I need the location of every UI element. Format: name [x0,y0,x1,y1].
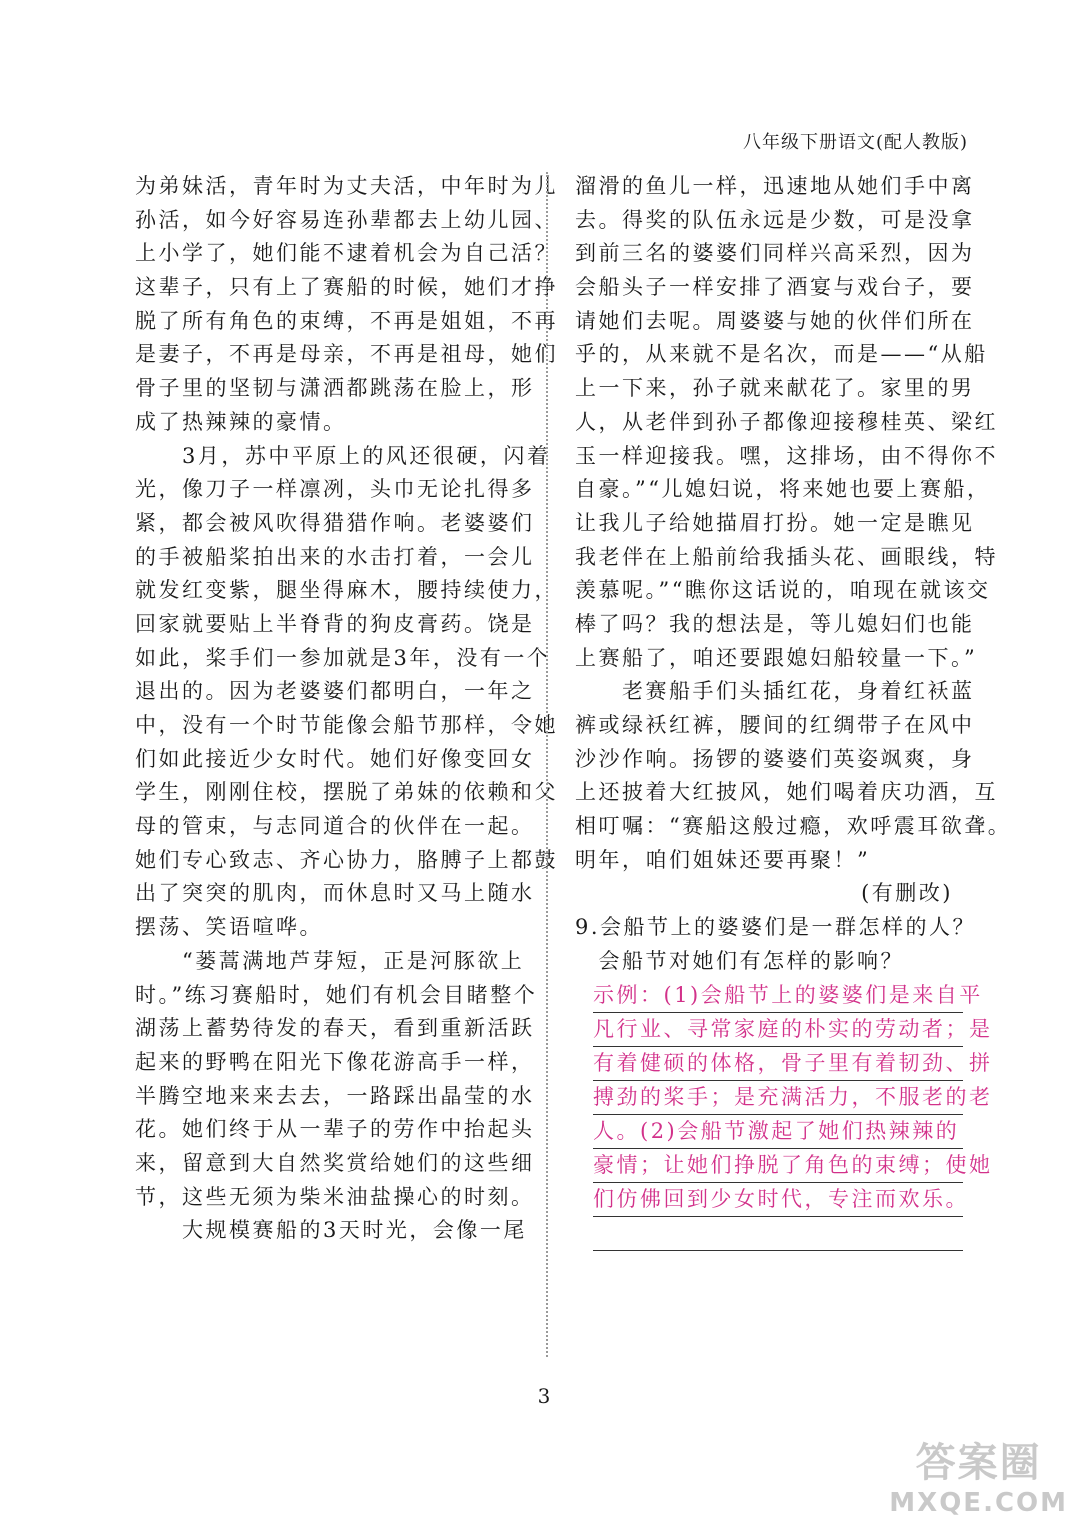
text-line: 出了突突的肌肉，而休息时又马上随水 [135,881,535,906]
text-line: 时。”练习赛船时，她们有机会目睹整个 [135,982,538,1007]
text-line: “蒌蒿满地芦芽短，正是河豚欲上 [135,948,525,973]
text-line: 湖荡上蓄势待发的春天，看到重新活跃 [135,1016,535,1041]
text-line: 沙沙作响。扬锣的婆婆们英姿飒爽，身 [575,746,975,771]
text-line: 她们专心致志、齐心协力，胳膊子上都鼓 [135,847,558,872]
answer-line: 有着健硕的体格，骨子里有着韧劲、拼 [593,1047,963,1081]
answer-line: 人。(2)会船节激起了她们热辣辣的 [593,1115,963,1149]
answer-line: 搏劲的桨手；是充满活力，不服老的老 [593,1081,963,1115]
text-line: 自豪。”“儿媳妇说，将来她也要上赛船， [575,477,991,502]
question-line: 9.会船节上的婆婆们是一群怎样的人？ [575,915,977,940]
text-line: 人，从老伴到孙子都像迎接穆桂英、梁红 [575,409,998,434]
text-line: 起来的野鸭在阳光下像花游高手一样， [135,1049,535,1074]
answer-blank-line [593,1217,963,1251]
text-line: 3月，苏中平原上的风还很硬，闪着 [135,443,551,468]
text-line: 摆荡、笑语喧哗。 [135,915,323,940]
text-line: 溜滑的鱼儿一样，迅速地从她们手中离 [575,174,975,198]
text-line: 这辈子，只有上了赛船的时候，她们才挣 [135,275,558,300]
text-line: 中，没有一个时节能像会船节那样，令她 [135,713,558,737]
text-line: 学生，刚刚住校，摆脱了弟妹的依赖和父 [135,780,558,805]
right-column [575,170,1012,1251]
answer-line: 凡行业、寻常家庭的朴实的劳动者；是 [593,1013,963,1047]
text-line: 如此，桨手们一参加就是3年，没有一个 [135,645,551,670]
text-line: 紧，都会被风吹得猎猎作响。老婆婆们 [135,510,535,535]
text-line: 羡慕呢。”“瞧你这话说的，咱现在就该交 [575,578,991,603]
text-line: 就发红变紫，腿坐得麻木，腰持续使力， [135,578,558,603]
watermark-logo [889,1431,1068,1518]
text-line: 是妻子，不再是母亲，不再是祖母，她们 [135,342,558,367]
question-9 [575,911,977,978]
answer-line: 示例：(1)会船节上的婆婆们是来自平 [593,979,963,1013]
answer-area [575,979,993,1217]
text-line: 相叮嘱：“赛船这般过瘾，欢呼震耳欲聋。 [575,814,1012,839]
text-line: 为弟妹活，青年时为丈夫活，中年时为儿 [135,174,558,198]
text-line: 大规模赛船的3天时光，会像一尾 [135,1218,527,1243]
text-line: 来，留意到大自然奖赏给她们的这些细 [135,1150,535,1175]
page-header: 八年级下册语文(配人教版) [742,132,968,153]
source-note: (有删改) [861,881,953,906]
text-line: 会船头子一样安排了酒宴与戏台子，要 [575,275,975,300]
text-line: 棒了吗？我的想法是，等儿媳妇们也能 [575,611,975,636]
text-line: 花。她们终于从一辈子的劳作中抬起头 [135,1117,535,1142]
text-line: 脱了所有角色的束缚，不再是姐姐，不再 [135,308,558,333]
watermark-url: MXQE.COM [889,1488,1068,1518]
text-line: 玉一样迎接我。嘿，这排场，由不得你不 [575,443,998,468]
text-line: 们如此接近少女时代。她们好像变回女 [135,746,535,771]
text-line: 我老伴在上船前给我插头花、画眼线，特 [575,544,998,569]
text-line: 让我儿子给她描眉打扮。她一定是瞧见 [575,510,975,535]
text-line: 老赛船手们头插红花，身着红袄蓝 [575,679,975,704]
text-line: 回家就要贴上半脊背的狗皮膏药。饶是 [135,611,535,636]
text-line: 明年，咱们姐妹还要再聚！” [575,847,871,872]
text-line: 光，像刀子一样凛冽，头巾无论扎得多 [135,477,535,502]
text-line: 乎的，从来就不是名次，而是——“从船 [575,342,988,367]
text-line: 到前三名的婆婆们同样兴高采烈，因为 [575,241,975,266]
text-line: 上还披着大红披风，她们喝着庆功酒，互 [575,780,998,805]
answer-line: 豪情；让她们挣脱了角色的束缚；使她 [593,1149,963,1183]
text-line: 去。得奖的队伍永远是少数，可是没拿 [575,207,975,232]
text-line: 上一下来，孙子就来献花了。家里的男 [575,376,975,401]
text-line: 成了热辣辣的豪情。 [135,409,347,434]
text-line: 上赛船了，咱还要跟媳妇船较量一下。” [575,645,978,670]
watermark-title: 答案圈 [915,1440,1042,1486]
text-line: 请她们去呢。周婆婆与她的伙伴们所在 [575,308,975,333]
text-line: 节，这些无须为柴米油盐操心的时刻。 [135,1184,535,1209]
left-column [135,170,558,1248]
page-number: 3 [537,1384,551,1408]
text-line: 孙活，如今好容易连孙辈都去上幼儿园、 [135,207,558,232]
text-line: 母的管束，与志同道合的伙伴在一起。 [135,814,535,839]
text-line: 的手被船桨拍出来的水击打着，一会儿 [135,544,535,569]
column-divider [546,172,548,1357]
right-text [575,170,1012,877]
text-line: 退出的。因为老婆婆们都明白，一年之 [135,679,535,704]
text-line: 上小学了，她们能不逮着机会为自己活？ [135,241,558,266]
answer-line: 们仿佛回到少女时代，专注而欢乐。 [593,1183,963,1217]
text-line: 半腾空地来来去去，一路踩出晶莹的水 [135,1083,535,1108]
text-line: 裤或绿袄红裤，腰间的红绸带子在风中 [575,713,975,737]
text-line: 骨子里的坚韧与潇洒都跳荡在脸上，形 [135,376,535,401]
question-line: 会船节对她们有怎样的影响？ [575,948,904,973]
